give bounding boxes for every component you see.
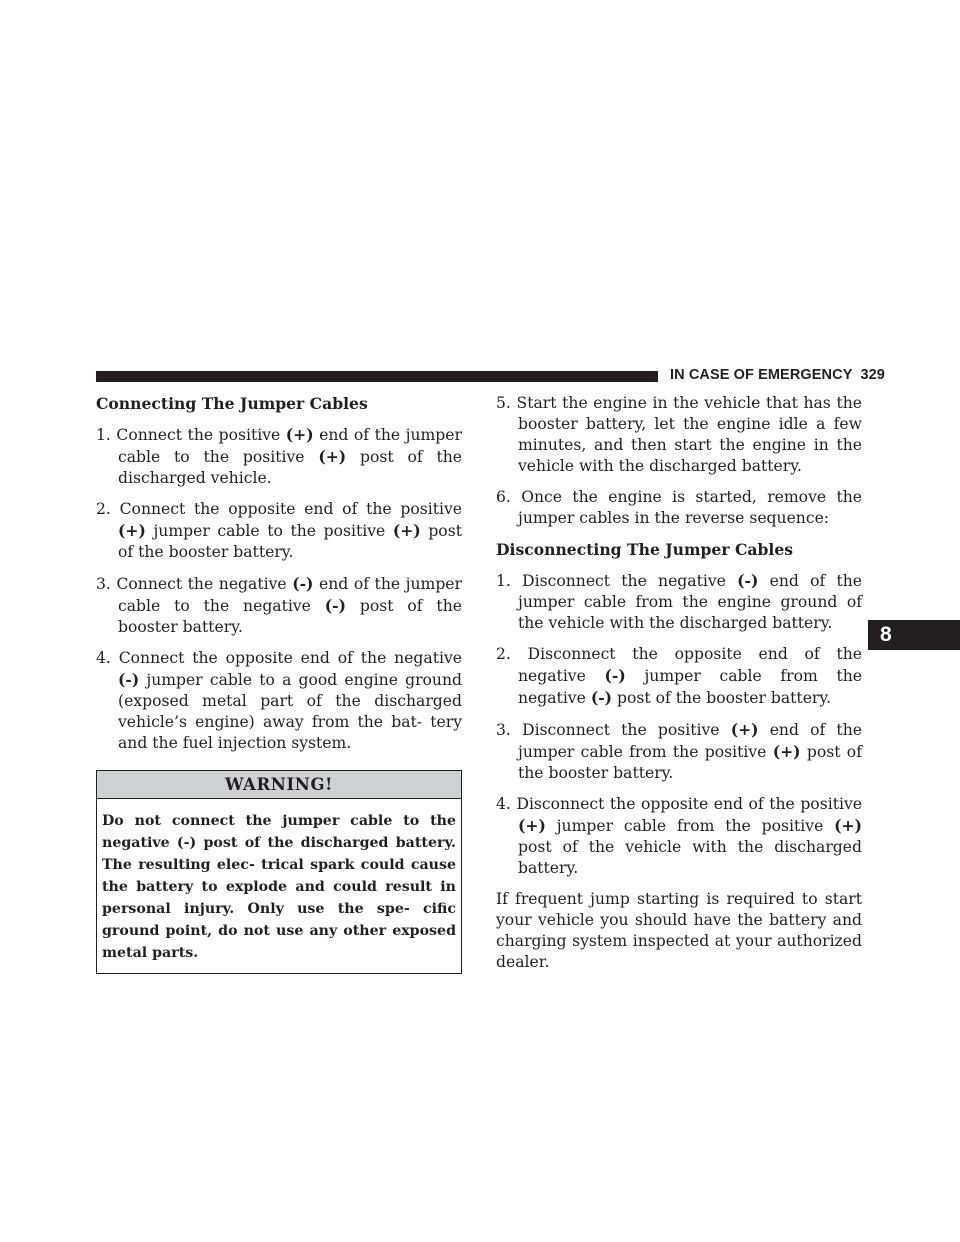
header-rule xyxy=(96,371,658,382)
page-number: 329 xyxy=(860,367,885,383)
running-header xyxy=(670,367,885,383)
connect-step-1: 1. Connect the positive (+) end of the jumper cable to the positive (+) post of the discharged vehicle. xyxy=(96,425,462,487)
disconnect-step-4: 4. Disconnect the opposite end of the positive (+) jumper cable from the positive (+) post of the vehicle with the discharged battery. xyxy=(496,795,862,877)
closing-paragraph: If frequent jump starting is required to start your vehicle you should have the battery and charging system inspected at your authorized dealer. xyxy=(496,890,862,971)
connecting-heading: Connecting The Jumper Cables xyxy=(96,394,368,413)
chapter-tab: 8 xyxy=(868,620,960,650)
section-title: IN CASE OF EMERGENCY xyxy=(670,367,853,383)
disconnect-step-3: 3. Disconnect the positive (+) end of the jumper cable from the positive (+) post of the booster battery. xyxy=(496,720,862,782)
disconnect-step-1: 1. Disconnect the negative (-) end of the jumper cable from the engine ground of the vehicle with the discharged battery. xyxy=(496,571,862,632)
connect-step-6: 6. Once the engine is started, remove the jumper cables in the reverse sequence: xyxy=(496,488,862,527)
disconnect-step-2: 2. Disconnect the opposite end of the negative (-) jumper cable from the negative (-) post of the booster battery. xyxy=(496,645,862,707)
connect-step-3: 3. Connect the negative (-) end of the jumper cable to the negative (-) post of the booster battery. xyxy=(96,574,462,636)
warning-title: WARNING! xyxy=(97,771,461,799)
connect-step-5: 5. Start the engine in the vehicle that has the booster battery, let the engine idle a few minutes, and then start the engine in the vehicle with the discharged battery. xyxy=(496,394,862,475)
left-column xyxy=(96,393,462,974)
connect-step-2: 2. Connect the opposite end of the positive (+) jumper cable to the positive (+) post of the booster battery. xyxy=(96,500,462,561)
right-column xyxy=(496,393,862,973)
connect-step-4: 4. Connect the opposite end of the negative (-) jumper cable to a good engine ground (exposed metal part of the discharged vehicle’s engine) away from the bat- tery and the fuel injection system. xyxy=(96,649,462,752)
warning-box xyxy=(96,770,462,974)
disconnecting-heading: Disconnecting The Jumper Cables xyxy=(496,540,794,559)
warning-text: Do not connect the jumper cable to the negative (-) post of the discharged battery. The resulting elec- trical spark could cause the battery to explode and could result in personal injury. Only use the spe- cific ground point, do not use any other exposed metal parts. xyxy=(102,813,456,961)
